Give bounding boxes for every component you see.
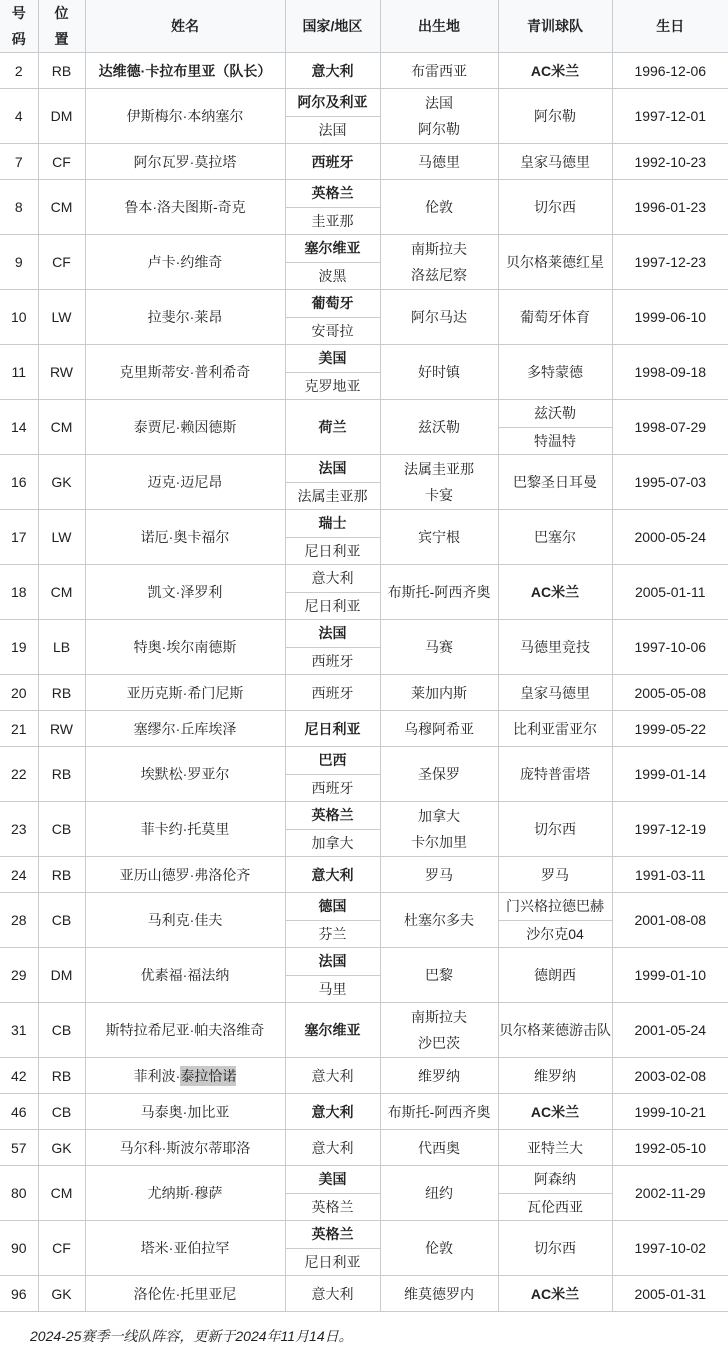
player-birthplace: 巴黎	[380, 948, 498, 1003]
player-birthplace: 兹沃勒	[380, 400, 498, 455]
player-name: 诺厄·奥卡福尔	[85, 510, 285, 565]
nationality-item: 西班牙	[286, 774, 380, 802]
player-birthday: 1992-10-23	[612, 144, 728, 180]
table-row	[0, 1276, 728, 1312]
player-birthplace: 维罗纳	[380, 1058, 498, 1094]
player-birthday: 2005-05-08	[612, 675, 728, 711]
table-row	[0, 89, 728, 144]
player-birthday: 1999-05-22	[612, 711, 728, 747]
player-name: 特奥·埃尔南德斯	[85, 620, 285, 675]
player-birthplace	[380, 235, 498, 290]
birthplace-line: 法属圭亚那	[404, 461, 474, 477]
player-birthday: 1991-03-11	[612, 857, 728, 893]
player-name: 亚历山德罗·弗洛伦齐	[85, 857, 285, 893]
player-birthday: 1997-10-06	[612, 620, 728, 675]
player-name: 优素福·福法纳	[85, 948, 285, 1003]
birthplace-line: 洛兹尼察	[411, 267, 467, 283]
player-birthplace: 宾宁根	[380, 510, 498, 565]
nationality-item: 尼日利亚	[286, 537, 380, 565]
player-number: 29	[0, 948, 38, 1003]
nationality-item: 美国	[318, 1171, 347, 1188]
player-nationality	[285, 89, 380, 144]
nationality-item: 英格兰	[311, 807, 354, 824]
youth-club-item: 沙尔克04	[499, 920, 612, 948]
table-row	[0, 747, 728, 802]
player-position: DM	[38, 89, 85, 144]
player-name: 凯文·泽罗利	[85, 565, 285, 620]
nationality-item-split	[286, 89, 380, 143]
player-position: CF	[38, 235, 85, 290]
player-name: 塔米·亚伯拉罕	[85, 1221, 285, 1276]
player-number: 90	[0, 1221, 38, 1276]
player-youth-club: 切尔西	[498, 802, 612, 857]
player-number: 46	[0, 1094, 38, 1130]
player-birthday: 2005-01-11	[612, 565, 728, 620]
player-position: CM	[38, 400, 85, 455]
player-birthday: 1997-12-01	[612, 89, 728, 144]
player-youth-club: 德朗西	[498, 948, 612, 1003]
player-position: LW	[38, 290, 85, 345]
player-number: 10	[0, 290, 38, 345]
col-header-youth-club	[498, 0, 612, 53]
player-birthday: 1998-07-29	[612, 400, 728, 455]
nationality-item: 法国	[318, 460, 347, 477]
player-birthplace: 好时镇	[380, 345, 498, 400]
col-header-position-label: 位置	[54, 5, 69, 47]
player-birthday: 2000-05-24	[612, 510, 728, 565]
player-youth-club: AC米兰	[498, 53, 612, 89]
player-birthday: 2005-01-31	[612, 1276, 728, 1312]
player-birthplace: 代西奥	[380, 1130, 498, 1166]
player-youth-club: AC米兰	[498, 565, 612, 620]
player-number: 18	[0, 565, 38, 620]
player-birthplace: 罗马	[380, 857, 498, 893]
player-number: 28	[0, 893, 38, 948]
player-position: DM	[38, 948, 85, 1003]
player-position: GK	[38, 1276, 85, 1312]
player-position: RB	[38, 857, 85, 893]
nationality-item-split	[286, 747, 380, 801]
table-row	[0, 1130, 728, 1166]
player-number: 96	[0, 1276, 38, 1312]
col-header-name	[85, 0, 285, 53]
col-header-nationality-label: 国家/地区	[302, 18, 363, 34]
player-birthday: 1992-05-10	[612, 1130, 728, 1166]
player-name: 马利克·佳夫	[85, 893, 285, 948]
player-birthday: 1998-09-18	[612, 345, 728, 400]
player-position: GK	[38, 455, 85, 510]
player-position: RW	[38, 345, 85, 400]
player-birthplace: 马赛	[380, 620, 498, 675]
player-youth-club: 阿尔勒	[498, 89, 612, 144]
col-header-position	[38, 0, 85, 53]
table-row	[0, 345, 728, 400]
player-number: 7	[0, 144, 38, 180]
player-position: CM	[38, 180, 85, 235]
col-header-nationality	[285, 0, 380, 53]
player-youth-club: 巴塞尔	[498, 510, 612, 565]
player-name: 拉斐尔·莱昂	[85, 290, 285, 345]
player-youth-club: 皇家马德里	[498, 675, 612, 711]
table-row	[0, 1094, 728, 1130]
player-position: GK	[38, 1130, 85, 1166]
table-row	[0, 1221, 728, 1276]
nationality-item-split	[286, 510, 380, 564]
player-number: 24	[0, 857, 38, 893]
player-birthday: 1995-07-03	[612, 455, 728, 510]
player-number: 31	[0, 1003, 38, 1058]
table-row	[0, 144, 728, 180]
youth-club-item: 瓦伦西亚	[499, 1193, 612, 1221]
nationality-item: 克罗地亚	[286, 372, 380, 400]
player-name: 埃默松·罗亚尔	[85, 747, 285, 802]
nationality-item: 芬兰	[286, 920, 380, 948]
player-youth-club: 罗马	[498, 857, 612, 893]
player-birthplace: 维莫德罗内	[380, 1276, 498, 1312]
birthplace-line: 法国	[425, 95, 453, 111]
col-header-youth-club-label: 青训球队	[527, 18, 583, 34]
player-nationality: 意大利	[285, 857, 380, 893]
player-name: 马尔科·斯波尔蒂耶洛	[85, 1130, 285, 1166]
player-name: 菲卡约·托莫里	[85, 802, 285, 857]
player-youth-club: 马德里竞技	[498, 620, 612, 675]
nationality-item: 英格兰	[311, 185, 354, 202]
player-position: CF	[38, 144, 85, 180]
player-name: 迈克·迈尼昂	[85, 455, 285, 510]
player-nationality: 意大利	[285, 1276, 380, 1312]
nationality-item: 英格兰	[286, 1193, 380, 1221]
youth-club-item: 门兴格拉德巴赫	[506, 898, 604, 915]
player-youth-club: 维罗纳	[498, 1058, 612, 1094]
player-birthday: 1996-12-06	[612, 53, 728, 89]
nationality-item-split	[286, 180, 380, 234]
player-birthplace	[380, 1003, 498, 1058]
table-row	[0, 53, 728, 89]
player-youth-club: 比利亚雷亚尔	[498, 711, 612, 747]
nationality-item: 尼日利亚	[286, 1248, 380, 1276]
youth-club-item: 阿森纳	[534, 1171, 576, 1188]
player-nationality	[285, 455, 380, 510]
player-youth-club: 多特蒙德	[498, 345, 612, 400]
birthplace-line: 加拿大	[418, 808, 460, 824]
player-number: 20	[0, 675, 38, 711]
player-youth-club: AC米兰	[498, 1276, 612, 1312]
nationality-item: 法属圭亚那	[286, 482, 380, 510]
player-number: 22	[0, 747, 38, 802]
nationality-item: 塞尔维亚	[304, 240, 361, 257]
squad-table-body	[0, 53, 728, 1312]
player-nationality: 塞尔维亚	[285, 1003, 380, 1058]
player-name: 卢卡·约维奇	[85, 235, 285, 290]
player-birthplace	[380, 802, 498, 857]
player-youth-club: 亚特兰大	[498, 1130, 612, 1166]
player-name: 鲁本·洛夫图斯-奇克	[85, 180, 285, 235]
player-birthplace: 布斯托-阿西齐奥	[380, 565, 498, 620]
nationality-item: 安哥拉	[286, 317, 380, 345]
player-number: 11	[0, 345, 38, 400]
player-position: CB	[38, 802, 85, 857]
nationality-item: 法国	[318, 625, 347, 642]
player-name: 伊斯梅尔·本纳塞尔	[85, 89, 285, 144]
player-position: CB	[38, 893, 85, 948]
table-row	[0, 1058, 728, 1094]
player-birthday: 1997-10-02	[612, 1221, 728, 1276]
player-position: RB	[38, 747, 85, 802]
player-youth-club: 皇家马德里	[498, 144, 612, 180]
player-youth-club	[498, 893, 612, 948]
player-number: 80	[0, 1166, 38, 1221]
nationality-item: 西班牙	[286, 647, 380, 675]
birthplace-line: 南斯拉夫	[411, 241, 467, 257]
table-row	[0, 857, 728, 893]
youth-club-item: 特温特	[499, 427, 612, 455]
player-position: LW	[38, 510, 85, 565]
table-row	[0, 1166, 728, 1221]
birthplace-line: 卡尔加里	[411, 834, 467, 850]
player-youth-club: 巴黎圣日耳曼	[498, 455, 612, 510]
nationality-item: 瑞士	[318, 515, 347, 532]
player-birthday: 1997-12-23	[612, 235, 728, 290]
col-header-birthplace-label: 出生地	[418, 18, 460, 34]
player-nationality	[285, 893, 380, 948]
player-birthday: 2001-08-08	[612, 893, 728, 948]
nationality-item-split	[286, 345, 380, 399]
nationality-item: 加拿大	[286, 829, 380, 857]
birthplace-lines	[381, 1004, 498, 1056]
table-row	[0, 1003, 728, 1058]
youth-club-item-split	[499, 893, 612, 947]
player-youth-club	[498, 1166, 612, 1221]
col-header-name-label: 姓名	[171, 18, 199, 34]
player-birthplace: 布斯托-阿西齐奥	[380, 1094, 498, 1130]
player-nationality	[285, 565, 380, 620]
table-row	[0, 948, 728, 1003]
player-name: 塞缪尔·丘库埃泽	[85, 711, 285, 747]
player-position: CB	[38, 1094, 85, 1130]
col-header-birthday-label: 生日	[656, 18, 685, 34]
player-birthplace: 阿尔马达	[380, 290, 498, 345]
player-nationality: 意大利	[285, 1058, 380, 1094]
table-row	[0, 802, 728, 857]
player-nationality	[285, 510, 380, 565]
player-nationality: 意大利	[285, 1094, 380, 1130]
player-youth-club: AC米兰	[498, 1094, 612, 1130]
nationality-item: 美国	[318, 350, 347, 367]
table-row	[0, 510, 728, 565]
player-name: 泰贾尼·赖因德斯	[85, 400, 285, 455]
player-name: 克里斯蒂安·普利希奇	[85, 345, 285, 400]
player-birthplace: 马德里	[380, 144, 498, 180]
nationality-item-split	[286, 620, 380, 674]
player-number: 16	[0, 455, 38, 510]
birthplace-line: 南斯拉夫	[411, 1009, 467, 1025]
player-birthplace: 伦敦	[380, 180, 498, 235]
nationality-item: 葡萄牙	[311, 295, 354, 312]
birthplace-line: 沙巴茨	[418, 1035, 460, 1051]
nationality-item-split	[286, 455, 380, 509]
player-birthday: 1997-12-19	[612, 802, 728, 857]
table-row	[0, 235, 728, 290]
player-number: 9	[0, 235, 38, 290]
player-number: 42	[0, 1058, 38, 1094]
player-birthplace: 莱加内斯	[380, 675, 498, 711]
player-nationality: 荷兰	[285, 400, 380, 455]
player-youth-club: 庞特普雷塔	[498, 747, 612, 802]
birthplace-line: 卡宴	[425, 487, 453, 503]
nationality-item: 巴西	[318, 752, 347, 769]
youth-club-item: 兹沃勒	[534, 405, 576, 422]
update-note: 2024-25赛季一线队阵容，更新于2024年11月14日。	[30, 1328, 353, 1344]
player-birthplace: 圣保罗	[380, 747, 498, 802]
table-row	[0, 400, 728, 455]
birthplace-lines	[381, 456, 498, 508]
player-birthday: 1999-01-14	[612, 747, 728, 802]
youth-club-item-split	[499, 1166, 612, 1220]
player-nationality: 意大利	[285, 53, 380, 89]
player-nationality	[285, 747, 380, 802]
player-youth-club	[498, 400, 612, 455]
nationality-item: 阿尔及利亚	[297, 94, 368, 111]
player-position: CF	[38, 1221, 85, 1276]
player-nationality	[285, 802, 380, 857]
table-row	[0, 620, 728, 675]
player-youth-club: 葡萄牙体育	[498, 290, 612, 345]
player-position: RB	[38, 675, 85, 711]
player-birthplace: 乌穆阿希亚	[380, 711, 498, 747]
player-name: 尤纳斯·穆萨	[85, 1166, 285, 1221]
player-youth-club: 贝尔格莱德游击队	[498, 1003, 612, 1058]
player-position: RW	[38, 711, 85, 747]
player-nationality	[285, 1166, 380, 1221]
player-number: 19	[0, 620, 38, 675]
player-number: 8	[0, 180, 38, 235]
table-row	[0, 565, 728, 620]
col-header-birthplace	[380, 0, 498, 53]
header-row	[0, 0, 728, 53]
search-highlight: 泰拉恰诺	[180, 1067, 237, 1084]
player-youth-club: 切尔西	[498, 180, 612, 235]
player-number: 17	[0, 510, 38, 565]
player-position: CM	[38, 565, 85, 620]
table-row	[0, 455, 728, 510]
player-number: 2	[0, 53, 38, 89]
player-name: 洛伦佐·托里亚尼	[85, 1276, 285, 1312]
player-number: 21	[0, 711, 38, 747]
player-name: 马泰奥·加比亚	[85, 1094, 285, 1130]
player-youth-club: 贝尔格莱德红星	[498, 235, 612, 290]
table-row	[0, 893, 728, 948]
nationality-item-split	[286, 948, 380, 1002]
player-name: 亚历克斯·希门尼斯	[85, 675, 285, 711]
player-birthday: 1999-01-10	[612, 948, 728, 1003]
player-birthplace	[380, 455, 498, 510]
player-nationality: 西班牙	[285, 675, 380, 711]
col-header-number-label: 号码	[11, 5, 26, 47]
player-birthday: 2003-02-08	[612, 1058, 728, 1094]
nationality-item-split	[286, 290, 380, 344]
player-number: 23	[0, 802, 38, 857]
player-birthplace: 布雷西亚	[380, 53, 498, 89]
nationality-item: 德国	[318, 898, 347, 915]
nationality-item: 英格兰	[311, 1226, 354, 1243]
player-birthplace	[380, 89, 498, 144]
table-row	[0, 290, 728, 345]
player-name: 斯特拉希尼亚·帕夫洛维奇	[85, 1003, 285, 1058]
player-nationality: 尼日利亚	[285, 711, 380, 747]
nationality-item-split	[286, 235, 380, 289]
birthplace-lines	[381, 236, 498, 288]
nationality-item: 圭亚那	[286, 207, 380, 235]
nationality-item-split	[286, 1221, 380, 1275]
nationality-item: 意大利	[311, 570, 354, 587]
player-birthday: 2001-05-24	[612, 1003, 728, 1058]
player-nationality	[285, 620, 380, 675]
nationality-item-split	[286, 1166, 380, 1220]
player-position: RB	[38, 53, 85, 89]
nationality-item: 尼日利亚	[286, 592, 380, 620]
player-nationality	[285, 1221, 380, 1276]
player-number: 4	[0, 89, 38, 144]
table-row	[0, 711, 728, 747]
player-position: LB	[38, 620, 85, 675]
player-name: 达维德·卡拉布里亚（队长）	[85, 53, 285, 89]
player-nationality	[285, 948, 380, 1003]
player-position: CB	[38, 1003, 85, 1058]
player-nationality	[285, 180, 380, 235]
player-nationality: 意大利	[285, 1130, 380, 1166]
player-nationality	[285, 235, 380, 290]
player-birthday: 1999-10-21	[612, 1094, 728, 1130]
birthplace-lines	[381, 803, 498, 855]
player-birthday: 2002-11-29	[612, 1166, 728, 1221]
player-number: 57	[0, 1130, 38, 1166]
youth-club-item-split	[499, 400, 612, 454]
nationality-item-split	[286, 565, 380, 619]
col-header-number	[0, 0, 38, 53]
col-header-birthday	[612, 0, 728, 53]
player-youth-club: 切尔西	[498, 1221, 612, 1276]
birthplace-line: 阿尔勒	[418, 121, 460, 137]
player-nationality	[285, 290, 380, 345]
nationality-item: 波黑	[286, 262, 380, 290]
nationality-item-split	[286, 802, 380, 856]
nationality-item-split	[286, 893, 380, 947]
nationality-item: 法国	[318, 953, 347, 970]
nationality-item: 马里	[286, 975, 380, 1003]
player-nationality	[285, 345, 380, 400]
player-nationality: 西班牙	[285, 144, 380, 180]
player-position: CM	[38, 1166, 85, 1221]
player-birthplace: 伦敦	[380, 1221, 498, 1276]
nationality-item: 法国	[286, 116, 380, 144]
table-row	[0, 180, 728, 235]
player-position: RB	[38, 1058, 85, 1094]
player-birthplace: 杜塞尔多夫	[380, 893, 498, 948]
player-birthday: 1996-01-23	[612, 180, 728, 235]
birthplace-lines	[381, 90, 498, 142]
player-name: 阿尔瓦罗·莫拉塔	[85, 144, 285, 180]
player-name: 菲利波·泰拉恰诺	[85, 1058, 285, 1094]
player-number: 14	[0, 400, 38, 455]
player-birthday: 1999-06-10	[612, 290, 728, 345]
table-row	[0, 675, 728, 711]
player-birthplace: 纽约	[380, 1166, 498, 1221]
